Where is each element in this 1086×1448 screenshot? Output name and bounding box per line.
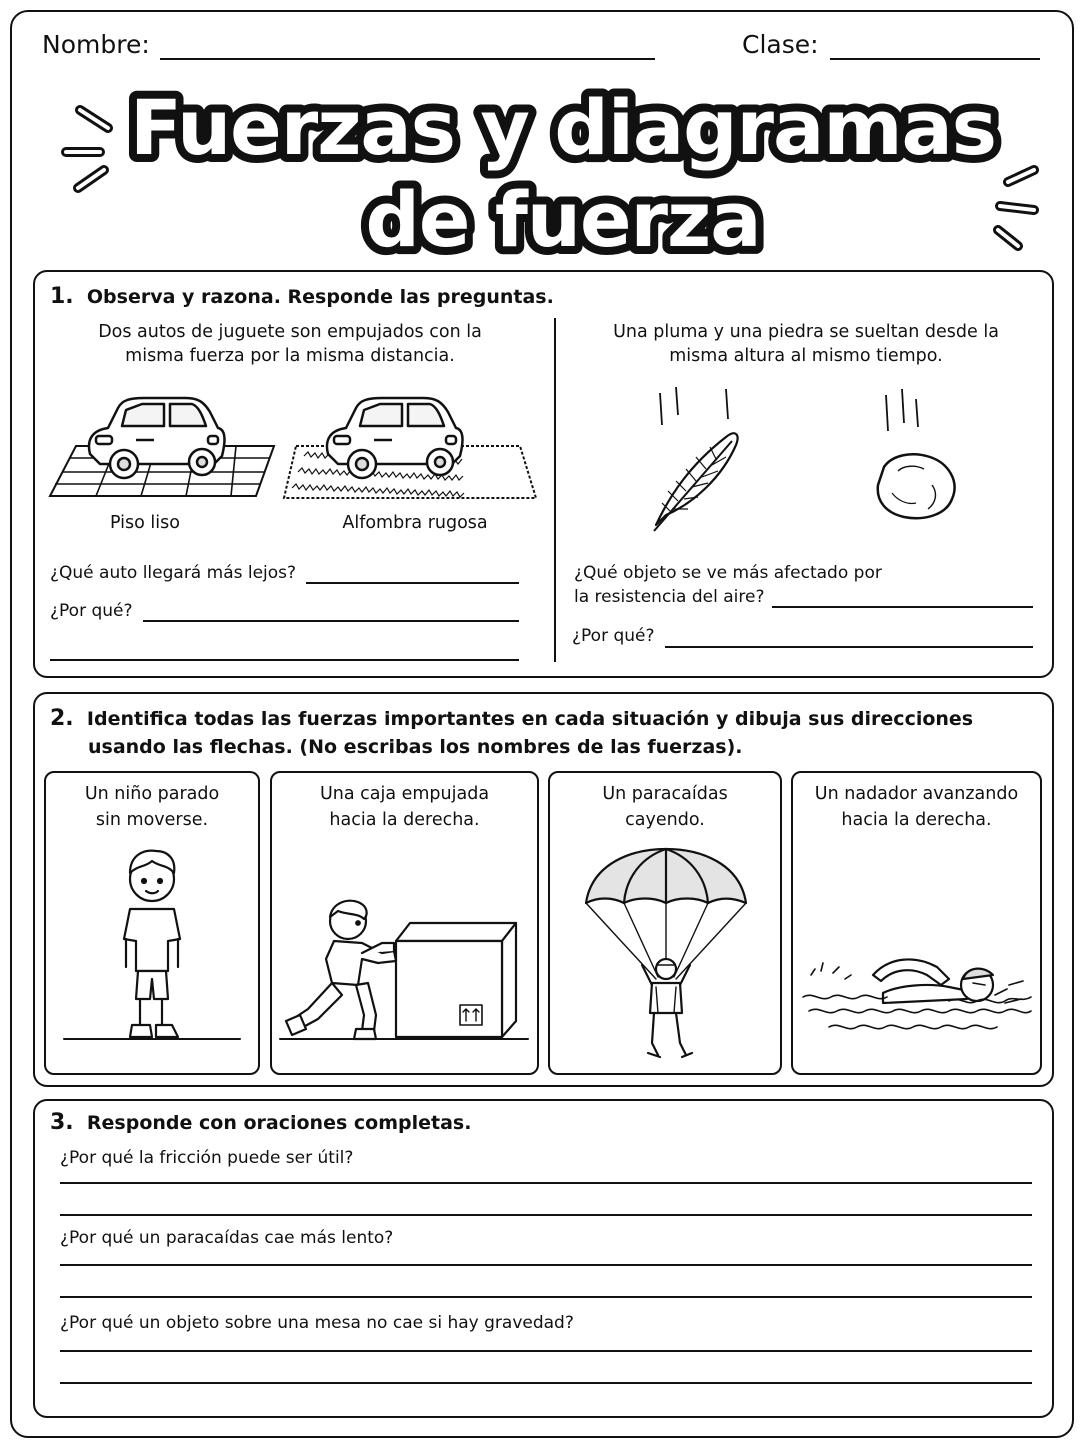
section-3-title (50, 1110, 471, 1135)
title-sparkle-left-icon (66, 110, 108, 188)
panel-box-caption-line1: Una caja empujada (319, 784, 490, 804)
panel-boy-caption (46, 781, 258, 833)
rock-icon (878, 454, 955, 518)
question-car-why: ¿Por qué? (50, 601, 133, 621)
name-label: Nombre: (42, 30, 150, 59)
feather-rock-illustration (640, 385, 980, 535)
feather-rock-description: Una pluma y una piedra se sueltan desde la misma altura al mismo tiempo. (613, 322, 999, 366)
answer-table-line-1[interactable] (60, 1350, 1032, 1352)
panel-parachute-caption-line2: cayendo. (625, 810, 705, 830)
question-air-resistance-line1: ¿Qué objeto se ve más afectado por (574, 563, 882, 583)
panel-swimmer-caption-line1: Un nadador avanzando (814, 784, 1019, 804)
answer-car-why-line[interactable] (143, 620, 519, 622)
question-friction-useful: ¿Por qué la fricción puede ser útil? (60, 1148, 354, 1168)
panel-boy-standing[interactable] (44, 771, 260, 1075)
panel-parachute-caption (550, 781, 780, 833)
boy-standing-icon (60, 847, 246, 1047)
question-object-why: ¿Por qué? (572, 626, 655, 646)
falling-motion-lines (660, 387, 918, 431)
boy-pushing-box-icon (278, 897, 534, 1047)
panel-parachute-caption-line1: Un paracaídas (602, 784, 728, 804)
panel-parachute[interactable] (548, 771, 782, 1075)
name-field[interactable] (160, 58, 655, 60)
section-1-title (50, 284, 554, 309)
section-1-instruction: Observa y razona. Responde las preguntas. (86, 286, 554, 308)
question-air-resistance-line2: la resistencia del aire? (574, 587, 765, 607)
question-car-farther: ¿Qué auto llegará más lejos? (50, 563, 297, 583)
title-sparkle-right-icon (998, 170, 1034, 246)
answer-friction-line-2[interactable] (60, 1214, 1032, 1216)
toy-car-smooth-icon (89, 398, 225, 478)
answer-car-farther-line[interactable] (306, 582, 519, 584)
answer-car-why-line-2[interactable] (50, 659, 519, 661)
section-2-instruction-line1: Identifica todas las fuerzas importantes en cada situación y dibuja sus direcciones (86, 708, 974, 730)
cars-illustration (46, 390, 536, 500)
panel-swimmer[interactable] (791, 771, 1042, 1075)
section-1-divider (554, 318, 556, 662)
answer-parachute-line-1[interactable] (60, 1264, 1032, 1266)
question-parachute-slower: ¿Por qué un paracaídas cae más lento? (60, 1228, 394, 1248)
panel-swimmer-caption (793, 781, 1040, 833)
worksheet-title (0, 70, 1086, 264)
class-label: Clase: (742, 30, 819, 59)
panel-box-caption (272, 781, 537, 833)
class-field[interactable] (830, 58, 1040, 60)
answer-table-line-2[interactable] (60, 1382, 1032, 1384)
title-line2: de fuerza (365, 175, 761, 264)
section-3-number: 3. (50, 1110, 74, 1135)
question-table-gravity: ¿Por qué un objeto sobre una mesa no cae si hay gravedad? (60, 1313, 574, 1333)
panel-boy-caption-line2: sin moverse. (95, 810, 209, 830)
panel-boy-caption-line1: Un niño parado (84, 784, 220, 804)
feather-icon (654, 433, 738, 531)
answer-friction-line-1[interactable] (60, 1182, 1032, 1184)
panel-swimmer-caption-line2: hacia la derecha. (841, 810, 992, 830)
answer-parachute-line-2[interactable] (60, 1296, 1032, 1298)
answer-air-resistance-line[interactable] (772, 606, 1033, 608)
section-2-instruction-line2: usando las flechas. (No escribas los nombres de las fuerzas). (88, 736, 743, 758)
label-rough-carpet: Alfombra rugosa (342, 513, 488, 533)
section-2-number: 2. (50, 706, 74, 731)
panel-box-pushed[interactable] (270, 771, 539, 1075)
answer-object-why-line[interactable] (665, 646, 1033, 648)
section-2-title (50, 706, 973, 731)
label-smooth-floor: Piso liso (110, 513, 180, 533)
section-3 (33, 1099, 1054, 1418)
title-line1: Fuerzas y diagramas (129, 83, 997, 172)
section-3-instruction: Responde con oraciones completas. (86, 1112, 472, 1134)
cars-description: Dos autos de juguete son empujados con la misma fuerza por la misma distancia. (98, 322, 482, 366)
section-1-number: 1. (50, 284, 74, 309)
swimmer-icon (799, 945, 1035, 1035)
panel-box-caption-line2: hacia la derecha. (329, 810, 480, 830)
parachutist-icon (582, 847, 752, 1067)
